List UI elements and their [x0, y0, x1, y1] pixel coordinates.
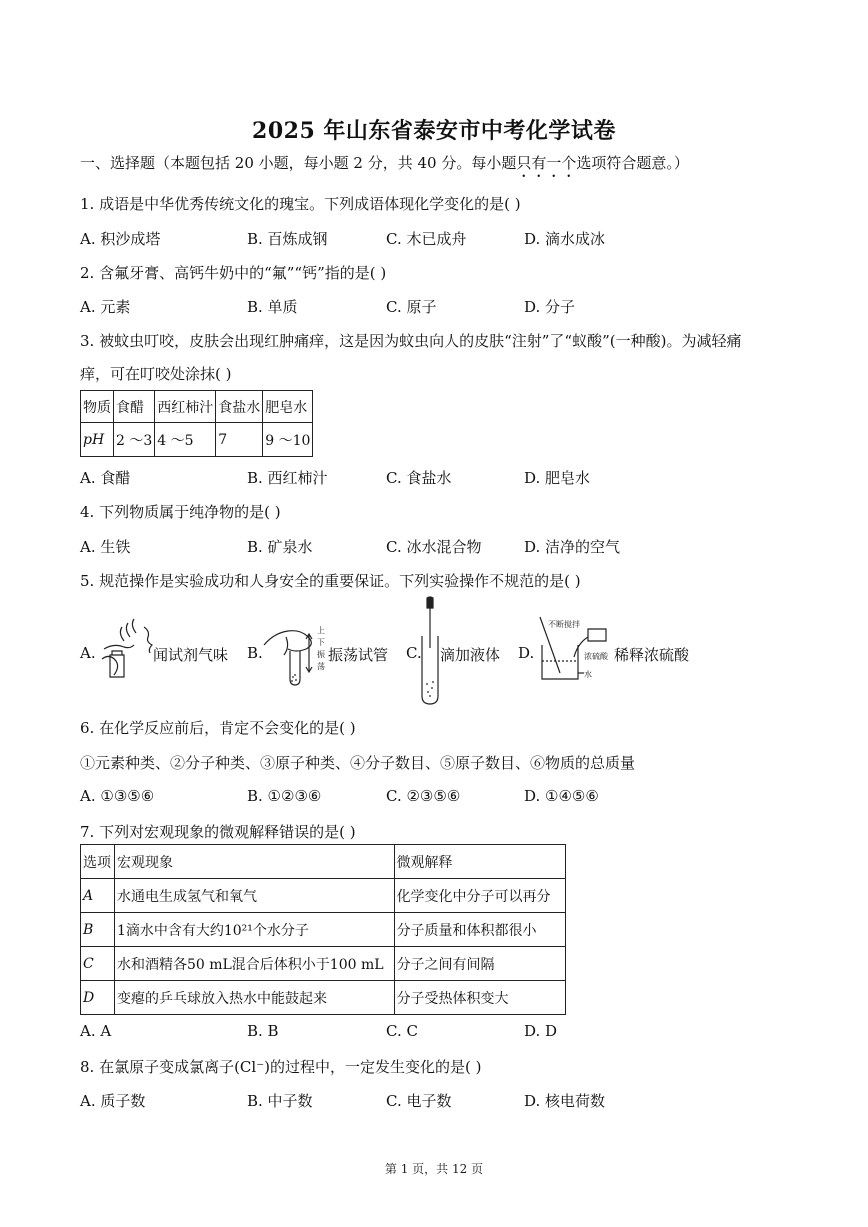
- explanation-option-cell: B: [81, 913, 115, 947]
- ph-table-header-cell: 物质: [81, 391, 114, 423]
- acid-label: 浓硫酸: [584, 652, 608, 661]
- explanation-option-cell: C: [81, 947, 115, 981]
- explanation-table-row: [81, 879, 566, 913]
- q7-option-d[interactable]: D. D: [524, 1022, 558, 1040]
- ph-table: [80, 390, 313, 457]
- q5-caption-c: 滴加液体: [440, 646, 501, 664]
- shake-test-tube-figure: [262, 615, 330, 691]
- stir-label: 不断搅拌: [548, 620, 580, 629]
- explanation-table-header-row: [81, 845, 566, 879]
- explanation-table-row: [81, 913, 566, 947]
- explanation-header-cell: 选项: [81, 845, 115, 879]
- question-3-stem-line1: 3. 被蚊虫叮咬，皮肤会出现红肿痛痒，这是因为蚊虫向人的皮肤“注射”了“蚁酸”(一种酸)。为减轻痛: [80, 332, 742, 350]
- explanation-phenomenon-cell: 变瘪的乒乓球放入热水中能鼓起来: [114, 981, 394, 1015]
- ph-table-cell: 4 ～5: [155, 423, 216, 457]
- explanation-reason-cell: 分子受热体积变大: [394, 981, 565, 1015]
- ph-table-header-cell: 西红柿汁: [155, 391, 216, 423]
- question-6-stem: 6. 在化学反应前后，肯定不会变化的是( ): [80, 719, 356, 737]
- q8-option-c[interactable]: C. 电子数: [386, 1092, 452, 1110]
- q6-option-b[interactable]: B. ①②③⑥: [247, 787, 322, 805]
- ph-table-header-row: [81, 391, 313, 423]
- explanation-option-cell: A: [81, 879, 115, 913]
- section-emphasis: 只有一个: [516, 154, 577, 172]
- q8-option-b[interactable]: B. 中子数: [247, 1092, 313, 1110]
- ph-table-header-cell: 肥皂水: [263, 391, 313, 423]
- question-1-stem: 1. 成语是中华优秀传统文化的瑰宝。下列成语体现化学变化的是( ): [80, 195, 521, 213]
- section-heading: [80, 152, 689, 181]
- ph-table-header-cell: 食醋: [114, 391, 155, 423]
- explanation-reason-cell: 分子之间有间隔: [394, 947, 565, 981]
- explanation-option-cell: D: [81, 981, 115, 1015]
- question-7-stem: 7. 下列对宏观现象的微观解释错误的是( ): [80, 823, 356, 841]
- q5-option-b[interactable]: B.: [247, 644, 263, 662]
- explanation-phenomenon-cell: 1滴水中含有大约10²¹个水分子: [114, 913, 394, 947]
- section-lead: 一、选择题（本题包括 20 小题，每小题 2 分，共 40 分。每小题: [80, 154, 517, 172]
- q3-option-c[interactable]: C. 食盐水: [386, 469, 452, 487]
- ph-table-cell: 9 ～10: [263, 423, 313, 457]
- dropper-figure: [418, 596, 442, 706]
- question-6-items: ①元素种类、②分子种类、③原子种类、④分子数目、⑤原子数目、⑥物质的总质量: [80, 754, 636, 772]
- q4-option-d[interactable]: D. 洁净的空气: [524, 538, 621, 556]
- question-2-stem: 2. 含氟牙膏、高钙牛奶中的“氟”“钙”指的是( ): [80, 264, 387, 282]
- water-label: 水: [584, 670, 592, 679]
- dilute-acid-figure: [538, 615, 616, 687]
- ph-table-value-row: [81, 423, 313, 457]
- q8-option-a[interactable]: A. 质子数: [80, 1092, 146, 1110]
- q5-option-d[interactable]: D.: [518, 644, 535, 662]
- q2-option-b[interactable]: B. 单质: [247, 298, 298, 316]
- q6-option-c[interactable]: C. ②③⑤⑥: [386, 787, 461, 805]
- shake-label-char: 下: [317, 638, 325, 647]
- q2-option-a[interactable]: A. 元素: [80, 298, 131, 316]
- q3-option-a[interactable]: A. 食醋: [80, 469, 131, 487]
- ph-table-cell: 2 ～3: [114, 423, 155, 457]
- q5-option-c[interactable]: C.: [406, 644, 422, 662]
- q1-option-c[interactable]: C. 木已成舟: [386, 230, 467, 248]
- q7-option-a[interactable]: A. A: [80, 1022, 112, 1040]
- q3-option-d[interactable]: D. 肥皂水: [524, 469, 591, 487]
- q4-option-c[interactable]: C. 冰水混合物: [386, 538, 482, 556]
- q5-caption-a: 闻试剂气味: [153, 646, 229, 664]
- question-8-stem: 8. 在氯原子变成氯离子(Cl⁻)的过程中，一定发生变化的是( ): [80, 1058, 482, 1076]
- explanation-phenomenon-cell: 水和酒精各50 mL混合后体积小于100 mL: [114, 947, 394, 981]
- q1-option-b[interactable]: B. 百炼成钢: [247, 230, 328, 248]
- q4-option-a[interactable]: A. 生铁: [80, 538, 131, 556]
- q6-option-a[interactable]: A. ①③⑤⑥: [80, 787, 155, 805]
- explanation-header-cell: 微观解释: [394, 845, 565, 879]
- q2-option-d[interactable]: D. 分子: [524, 298, 576, 316]
- q8-option-d[interactable]: D. 核电荷数: [524, 1092, 606, 1110]
- q2-option-c[interactable]: C. 原子: [386, 298, 437, 316]
- page-title: 2025 年山东省泰安市中考化学试卷: [252, 118, 616, 144]
- explanation-table-row: [81, 947, 566, 981]
- q5-caption-b: 振荡试管: [328, 646, 389, 664]
- question-5-stem: 5. 规范操作是实验成功和人身安全的重要保证。下列实验操作不规范的是( ): [80, 572, 581, 590]
- ph-table-cell: 7: [216, 423, 263, 457]
- explanation-phenomenon-cell: 水通电生成氢气和氧气: [114, 879, 394, 913]
- explanation-header-cell: 宏观现象: [114, 845, 394, 879]
- explanation-table-row: [81, 981, 566, 1015]
- shake-label-char: 荡: [317, 662, 325, 671]
- q5-caption-d: 稀释浓硫酸: [614, 646, 690, 664]
- question-3-stem-line2: 痒，可在叮咬处涂抹( ): [80, 365, 232, 383]
- section-tail: 选项符合题意。）: [576, 154, 689, 172]
- explanation-table: [80, 844, 566, 1015]
- q3-option-b[interactable]: B. 西红柿汁: [247, 469, 328, 487]
- q7-option-b[interactable]: B. B: [247, 1022, 279, 1040]
- explanation-reason-cell: 分子质量和体积都很小: [394, 913, 565, 947]
- q6-option-d[interactable]: D. ①④⑤⑥: [524, 787, 599, 805]
- smell-reagent-figure: [98, 615, 156, 685]
- q4-option-b[interactable]: B. 矿泉水: [247, 538, 313, 556]
- shake-label-char: 上: [317, 626, 325, 635]
- q5-option-a[interactable]: A.: [80, 644, 96, 662]
- question-4-stem: 4. 下列物质属于纯净物的是( ): [80, 503, 281, 521]
- ph-table-row-label: pH: [81, 423, 114, 457]
- explanation-reason-cell: 化学变化中分子可以再分: [394, 879, 565, 913]
- ph-table-header-cell: 食盐水: [216, 391, 263, 423]
- q1-option-a[interactable]: A. 积沙成塔: [80, 230, 161, 248]
- q1-option-d[interactable]: D. 滴水成冰: [524, 230, 606, 248]
- page-footer: 第 1 页，共 12 页: [384, 1162, 484, 1176]
- q7-option-c[interactable]: C. C: [386, 1022, 418, 1040]
- shake-label-char: 振: [317, 650, 325, 659]
